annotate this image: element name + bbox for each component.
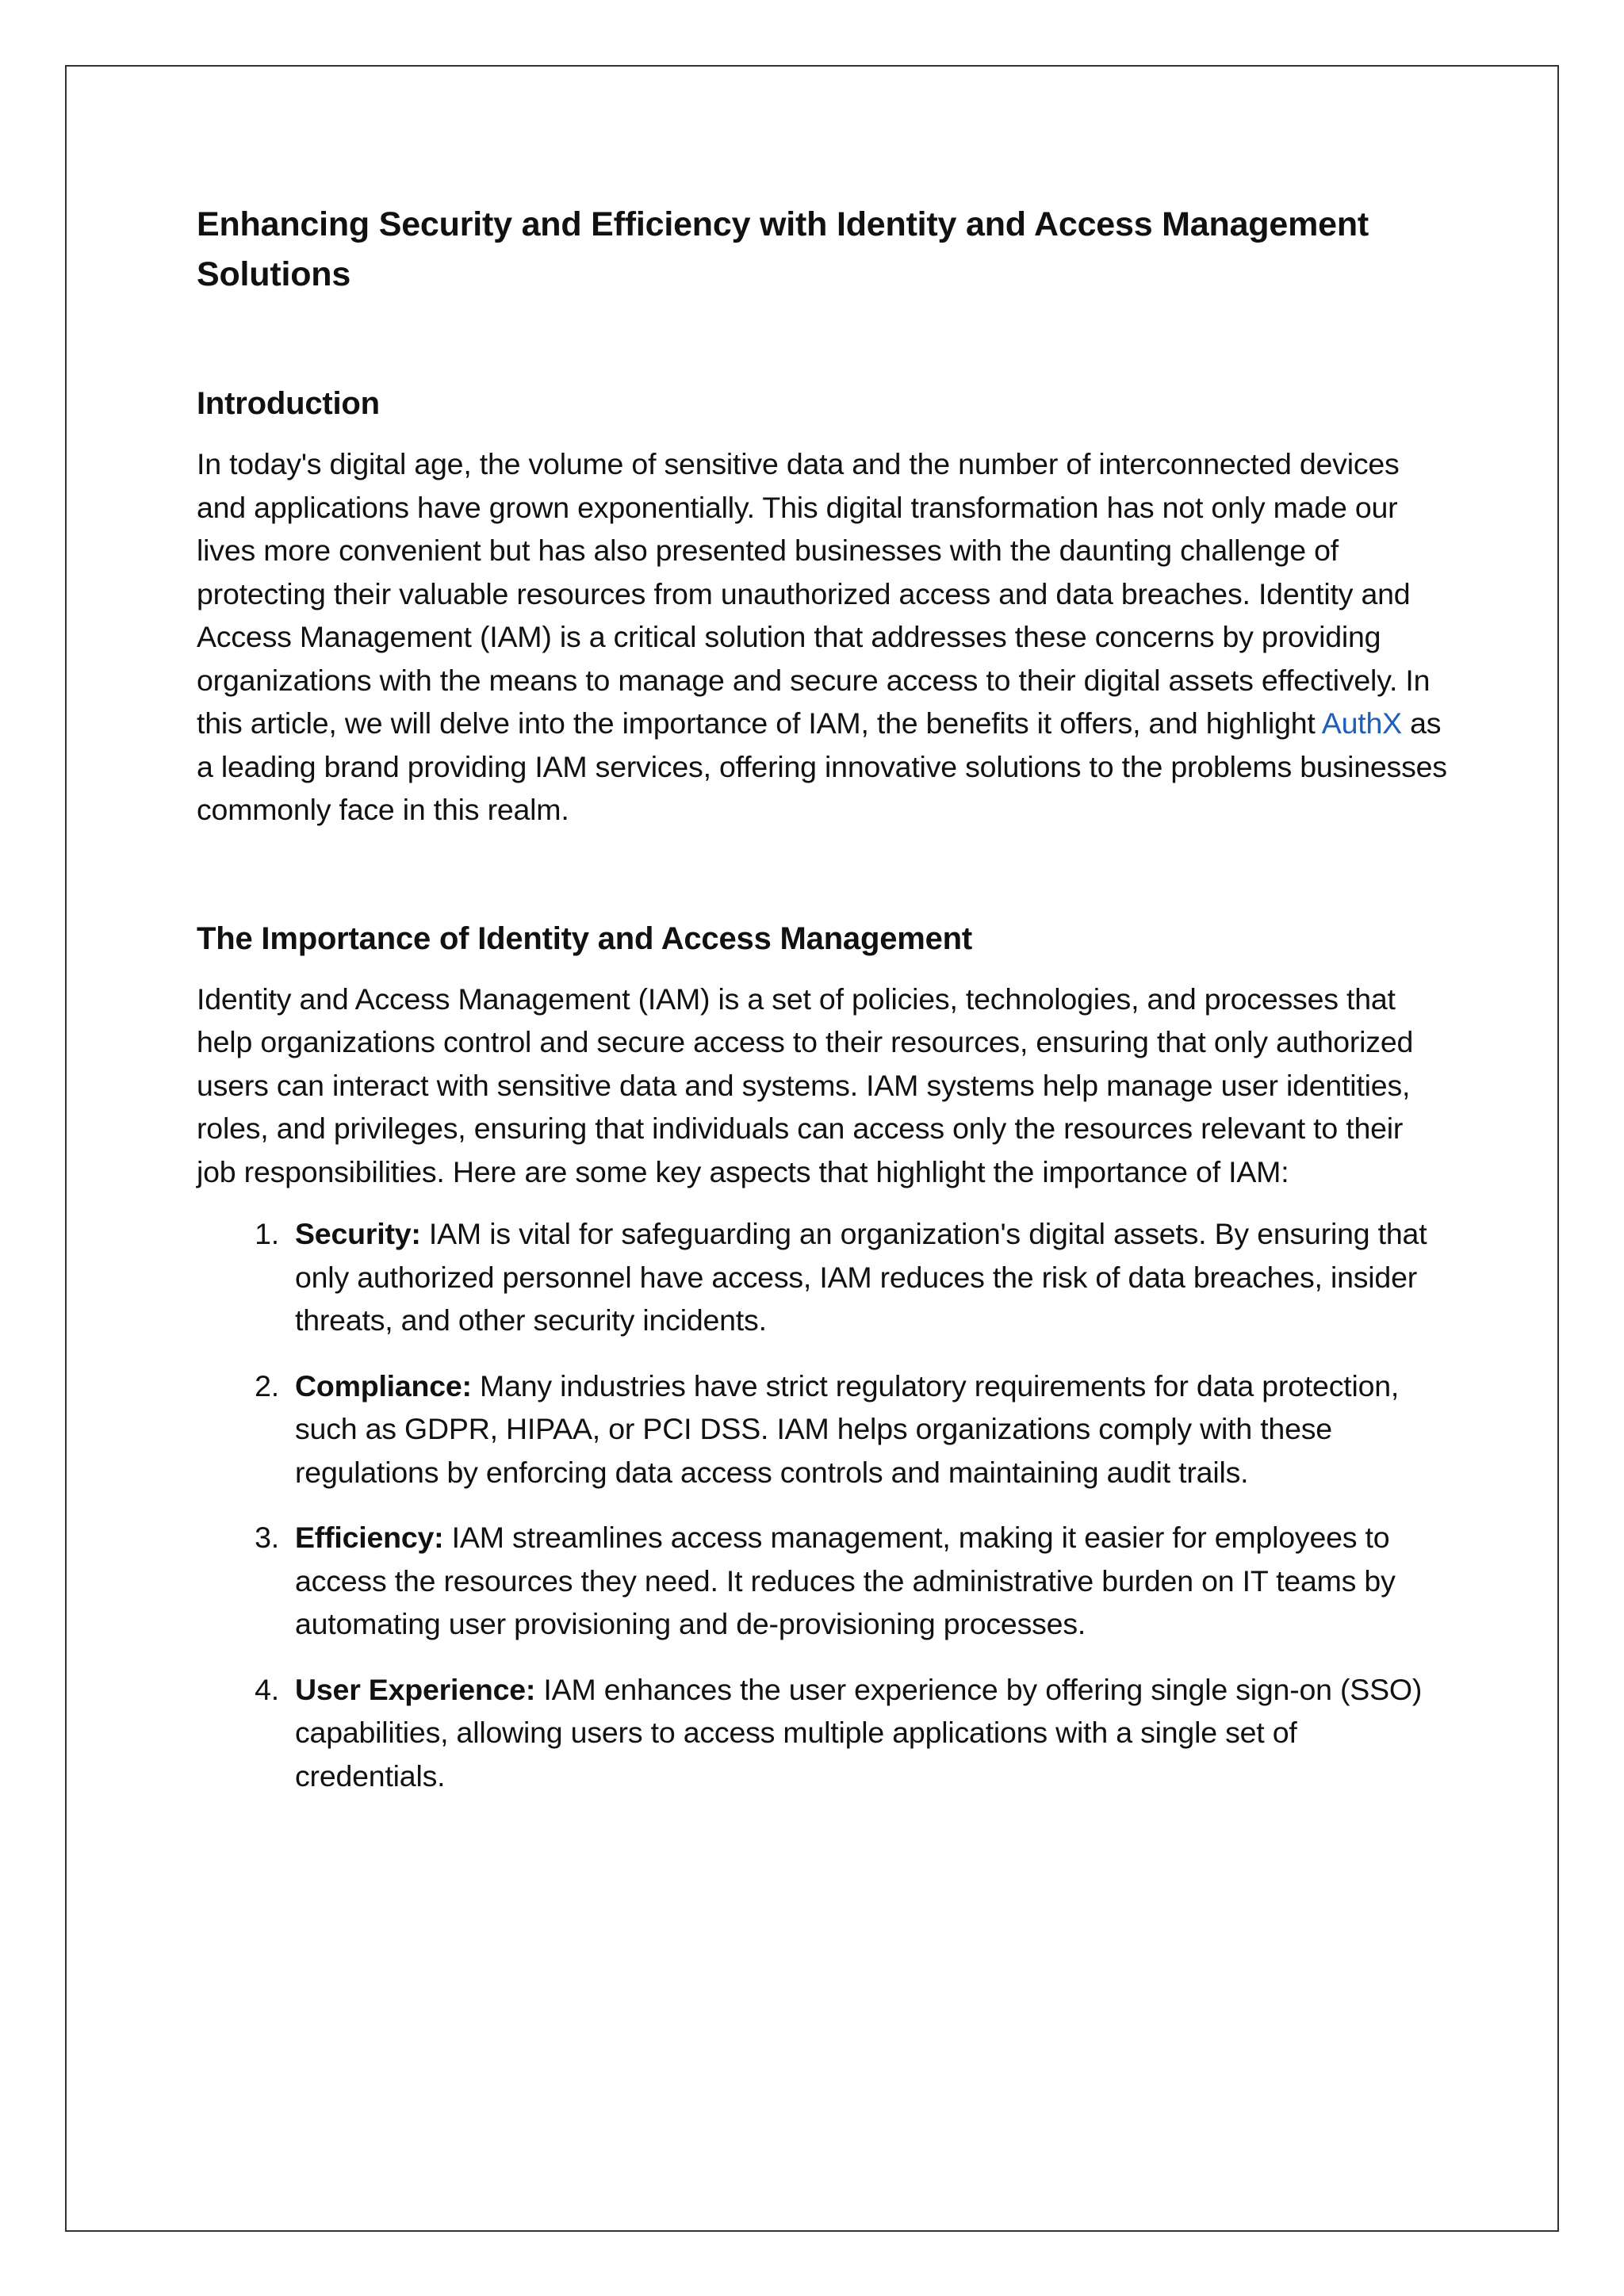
list-item-body <box>295 1516 1450 1646</box>
list-item-compliance <box>197 1364 1450 1494</box>
document-body <box>197 200 1450 1797</box>
importance-paragraph: Identity and Access Management (IAM) is a set of policies, technologies, and processes that help organizations control and secure access to their resources, ensuring that only authorized users can interact with sensitive data and systems. IAM systems help manage user identities, roles, and privileges, ensuring that individuals can access only the resources relevant to their job responsibilities. Here are some key aspects that highlight the importance of IAM: <box>197 982 1414 1188</box>
list-text: IAM enhances the user experience by offering single sign-on (SSO) capabilities, allowing users to access multiple applications with a single set of credentials. <box>295 1672 1423 1793</box>
list-term: Efficiency: <box>295 1521 444 1554</box>
list-text: IAM is vital for safeguarding an organization's digital assets. By ensuring that only authorized personnel have access, IAM reduces the risk of data breaches, insider threats, and other security incidents. <box>295 1217 1427 1337</box>
list-text: Many industries have strict regulatory requirements for data protection, such as GDPR, HIPAA, or PCI DSS. IAM helps organizations comply with these regulations by enforcing data access controls and maintaining audit trails. <box>295 1368 1400 1489</box>
document-title: Enhancing Security and Efficiency with Identity and Access Management Solutions <box>197 205 1369 293</box>
list-item-body <box>295 1212 1450 1342</box>
authx-link[interactable]: AuthX <box>1321 706 1402 740</box>
list-term: Compliance: <box>295 1368 472 1402</box>
introduction-heading: Introduction <box>197 386 380 421</box>
list-term: User Experience: <box>295 1672 536 1706</box>
introduction-text-start: In today's digital age, the volume of sensitive data and the number of interconnected devices and applications have grown exponentially. This digital transformation has not only made our lives more convenient but has also presented businesses with the daunting challenge of protecting their valuable resources from unauthorized access and data breaches. Identity and Access Management (IAM) is a critical solution that addresses these concerns by providing organizations with the means to manage and secure access to their digital assets effectively. In this article, we will delve into the importance of IAM, the benefits it offers, and highlight <box>197 447 1431 740</box>
list-item-user-experience <box>197 1668 1450 1798</box>
list-item-body <box>295 1364 1450 1494</box>
introduction-paragraph <box>197 442 1450 832</box>
importance-heading: The Importance of Identity and Access Management <box>197 920 973 956</box>
list-number: 3. <box>255 1521 279 1554</box>
list-number: 1. <box>255 1217 279 1250</box>
list-number: 4. <box>255 1672 279 1706</box>
list-term: Security: <box>295 1217 421 1250</box>
list-item-efficiency <box>197 1516 1450 1646</box>
list-item-security <box>197 1212 1450 1342</box>
list-number: 2. <box>255 1368 279 1402</box>
list-text: IAM streamlines access management, making it easier for employees to access the resources they need. It reduces the administrative burden on IT teams by automating user provisioning and de-provisioning processes. <box>295 1521 1396 1640</box>
introduction-text-end: as a leading brand providing IAM services, offering innovative solutions to the problems businesses commonly face in this realm. <box>197 706 1447 826</box>
list-item-body <box>295 1668 1450 1798</box>
importance-list <box>197 1212 1450 1797</box>
